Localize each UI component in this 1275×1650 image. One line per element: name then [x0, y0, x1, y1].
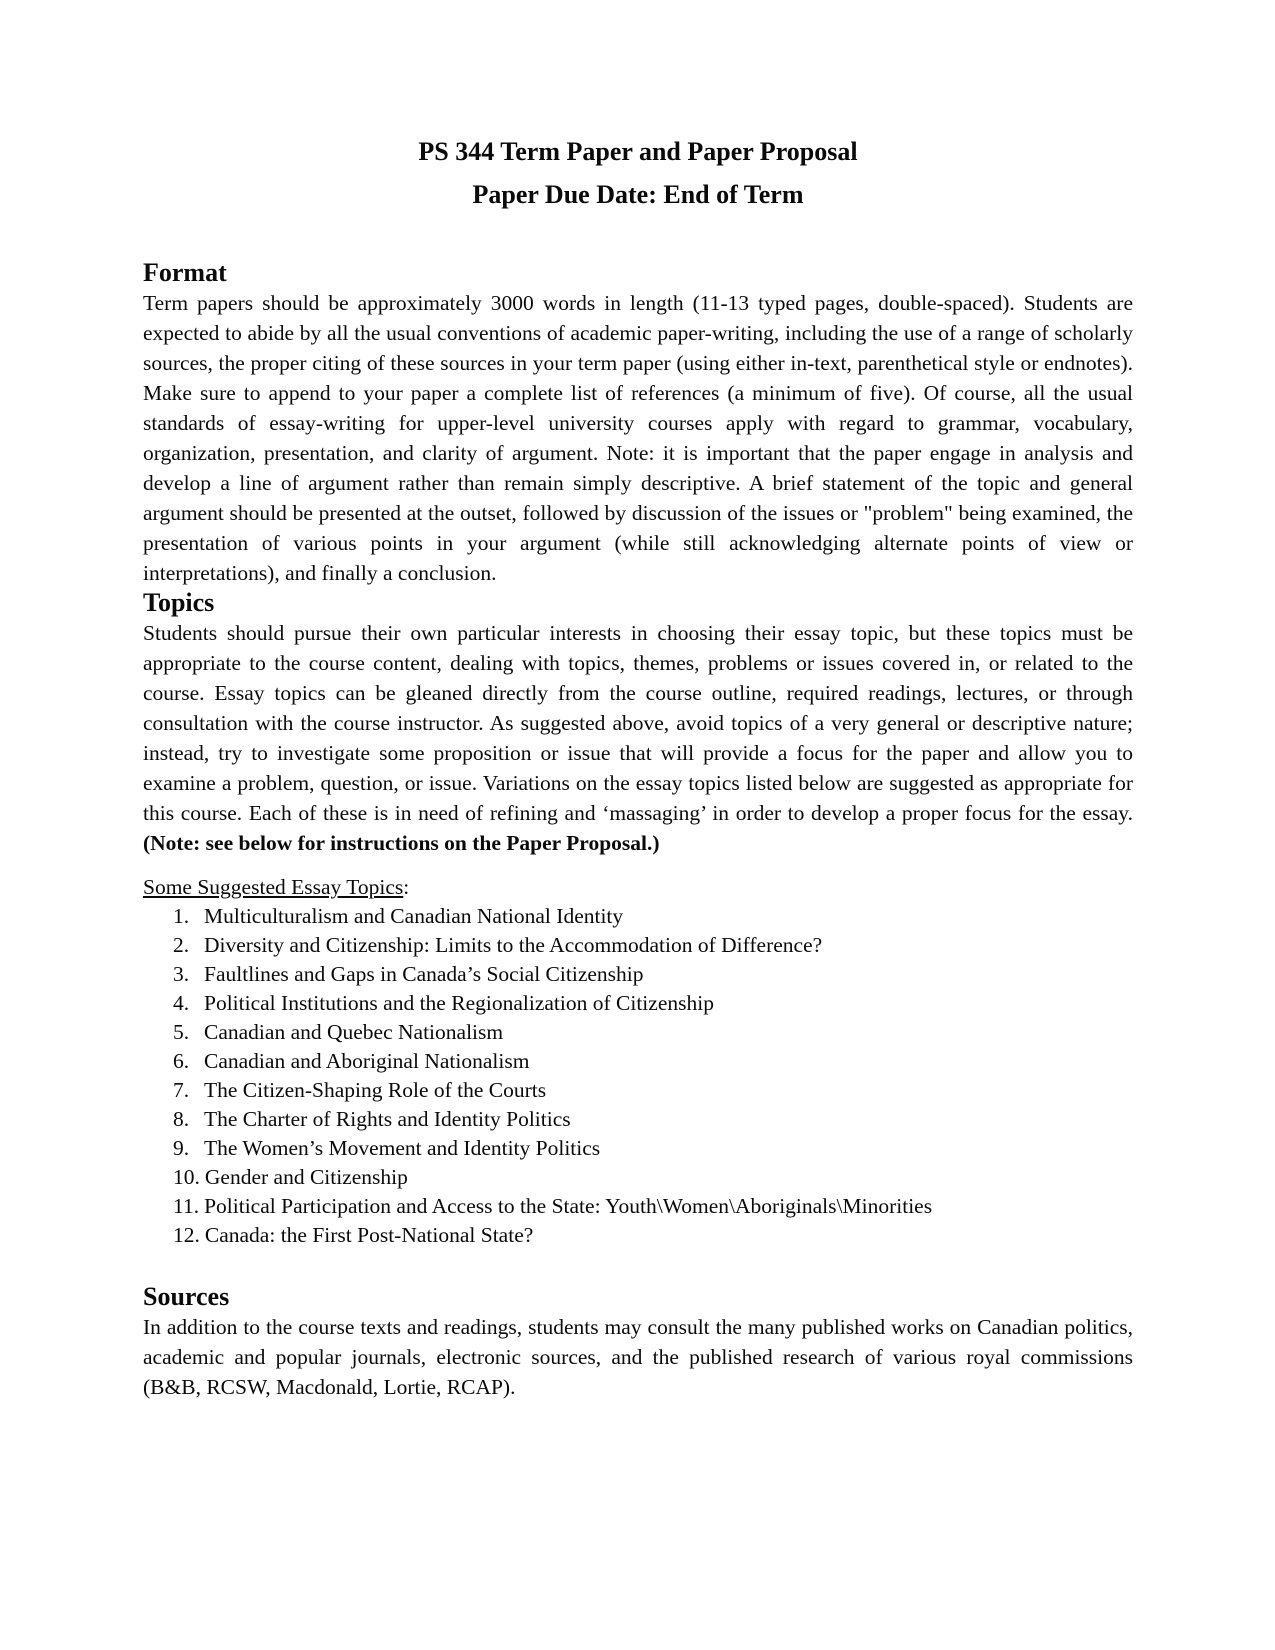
- topics-note-bold: (Note: see below for instructions on the Paper Proposal.): [143, 831, 660, 855]
- title-line-1: PS 344 Term Paper and Paper Proposal: [418, 137, 858, 166]
- list-item-label: Gender and Citizenship: [204, 1165, 408, 1189]
- list-item-number: 1.: [173, 904, 190, 928]
- title-line-2: Paper Due Date: End of Term: [472, 180, 804, 209]
- list-item-number: 7.: [173, 1078, 190, 1102]
- list-item-number: 8.: [173, 1107, 190, 1131]
- list-item: [143, 1076, 1133, 1105]
- topics-paragraph: [143, 618, 1133, 858]
- list-item-number: 3.: [173, 962, 190, 986]
- essay-topics-heading: [143, 872, 1133, 902]
- essay-topics-heading-colon: :: [403, 875, 410, 899]
- list-item-label: Faultlines and Gaps in Canada’s Social Citizenship: [204, 962, 644, 986]
- list-item-label: The Charter of Rights and Identity Politics: [204, 1107, 571, 1131]
- list-item-label: Canada: the First Post-National State?: [204, 1223, 534, 1247]
- list-item-number: 6.: [173, 1049, 190, 1073]
- list-item-number: 4.: [173, 991, 190, 1015]
- list-item: [143, 1221, 1133, 1250]
- essay-topics-list: [143, 902, 1133, 1250]
- list-item: [143, 1047, 1133, 1076]
- list-item-label: Political Participation and Access to the State: Youth\Women\Aboriginals\Minorities: [204, 1194, 933, 1218]
- list-item-number: 9.: [173, 1136, 190, 1160]
- list-item: [143, 902, 1133, 931]
- list-item: [143, 1105, 1133, 1134]
- sources-paragraph: In addition to the course texts and readings, students may consult the many published works on Canadian politics, academic and popular journals, electronic sources, and the published research of various royal commissions (B&B, RCSW, Macdonald, Lortie, RCAP).: [143, 1315, 1133, 1399]
- list-item-label: Multiculturalism and Canadian National Identity: [204, 904, 624, 928]
- document-content: [143, 130, 1133, 1402]
- document-title: [143, 130, 1133, 216]
- list-item-number: 5.: [173, 1020, 190, 1044]
- list-item-label: The Citizen-Shaping Role of the Courts: [204, 1078, 547, 1102]
- topics-heading: Topics: [143, 588, 215, 617]
- list-item-label: Political Institutions and the Regionalization of Citizenship: [204, 991, 714, 1015]
- format-heading: Format: [143, 258, 227, 287]
- list-item: [143, 989, 1133, 1018]
- list-item-label: Diversity and Citizenship: Limits to the Accommodation of Difference?: [204, 933, 823, 957]
- list-item-number: 12.: [173, 1223, 200, 1247]
- topics-paragraph-text: Students should pursue their own particular interests in choosing their essay topic, but these topics must be appropriate to the course content, dealing with topics, themes, problems or issues covered in, or related to the course. Essay topics can be gleaned directly from the course outline, required readings, lectures, or through consultation with the course instructor. As suggested above, avoid topics of a very general or descriptive nature; instead, try to investigate some proposition or issue that will provide a focus for the paper and allow you to examine a problem, question, or issue. Variations on the essay topics listed below are suggested as appropriate for this course. Each of these is in need of refining and ‘massaging’ in order to develop a proper focus for the essay.: [143, 621, 1133, 825]
- list-item-number: 2.: [173, 933, 190, 957]
- list-item-label: Canadian and Quebec Nationalism: [204, 1020, 504, 1044]
- list-item-label: The Women’s Movement and Identity Politics: [204, 1136, 601, 1160]
- list-item: [143, 960, 1133, 989]
- sources-heading: Sources: [143, 1282, 230, 1311]
- list-item-number: 11.: [173, 1194, 200, 1218]
- essay-topics-heading-text: Some Suggested Essay Topics: [143, 875, 404, 899]
- list-item: [143, 1192, 1133, 1221]
- list-item: [143, 1134, 1133, 1163]
- list-item: [143, 931, 1133, 960]
- list-item-label: Canadian and Aboriginal Nationalism: [204, 1049, 530, 1073]
- list-item-number: 10.: [173, 1165, 200, 1189]
- list-item: [143, 1018, 1133, 1047]
- format-paragraph: Term papers should be approximately 3000 words in length (11-13 typed pages, double-spaced). Students are expected to abide by all the usual conventions of academic paper-writing, including the use of a range of scholarly sources, the proper citing of these sources in your term paper (using either in-text, parenthetical style or endnotes). Make sure to append to your paper a complete list of references (a minimum of five). Of course, all the usual standards of essay-writing for upper-level university courses apply with regard to grammar, vocabulary, organization, presentation, and clarity of argument. Note: it is important that the paper engage in analysis and develop a line of argument rather than remain simply descriptive. A brief statement of the topic and general argument should be presented at the outset, followed by discussion of the issues or "problem" being examined, the presentation of various points in your argument (while still acknowledging alternate points of view or interpretations), and finally a conclusion.: [143, 291, 1133, 585]
- list-item: [143, 1163, 1133, 1192]
